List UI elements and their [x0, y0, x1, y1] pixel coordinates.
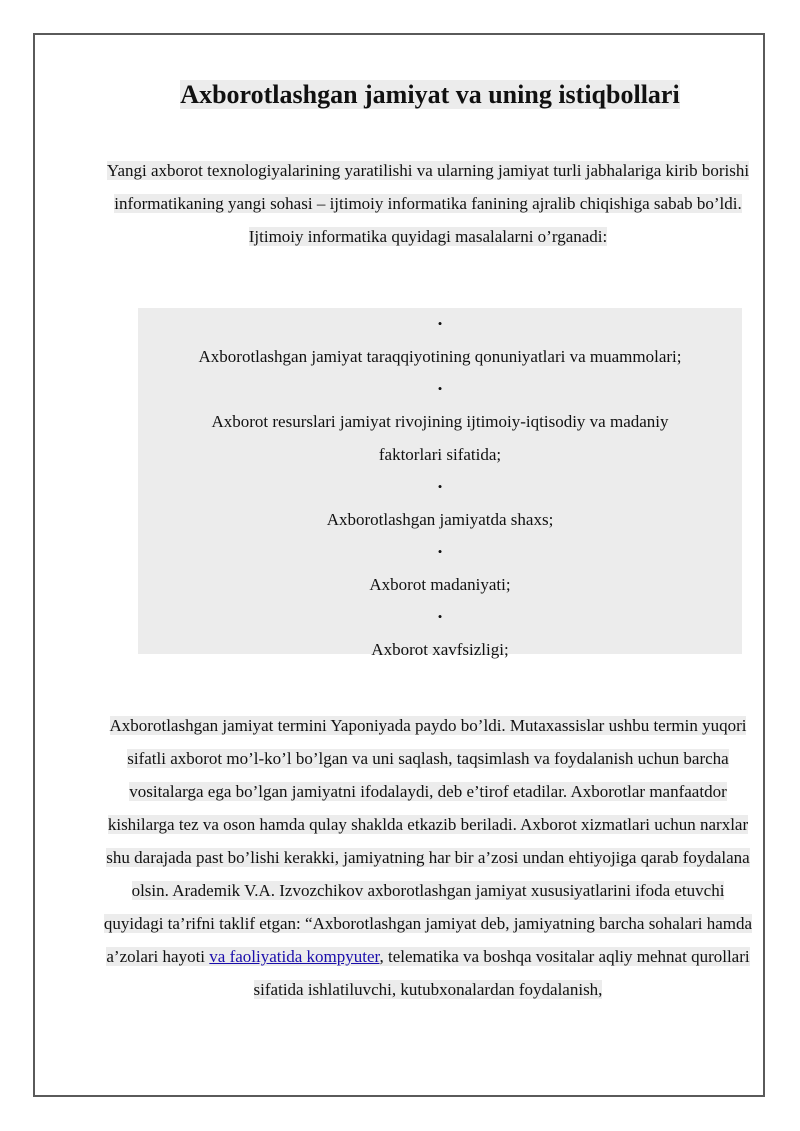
- list-item: [138, 373, 742, 471]
- list-item: [138, 536, 742, 601]
- page-title-text: Axborotlashgan jamiyat va uning istiqbollari: [180, 80, 680, 109]
- body-text-end: , telematika va boshqa vositalar aqliy mehnat qurollari sifatida ishlatiluvchi, kutubxonalardan foydalanish,: [253, 947, 750, 999]
- bullet-icon: •: [437, 544, 443, 559]
- list-item-text: Axborot xavfsizligi;: [371, 640, 509, 659]
- list-item: [138, 308, 742, 373]
- list-item: [138, 601, 742, 666]
- body-text-start: Axborotlashgan jamiyat termini Yaponiyada paydo bo’ldi. Mutaxassislar ushbu termin yuqori sifatli axborot mo’l-ko’l bo’lgan va uni saqlash, taqsimlash va foydalanish uchun barcha vositalarga ega bo’lgan jamiyatni ifodalaydi, deb e’tirof etadilar. Axborotlar manfaatdor kishilarga tez va oson hamda qulay shaklda etkazib beriladi. Axborot xizmatlari uchun narxlar shu darajada past bo’lishi kerakki, jamiyatning har bir a’zosi undan ehtiyojiga qarab foydalana olsin. Arademik V.A. Izvozchikov axborotlashgan jamiyat xususiyatlarini ifoda etuvchi quyidagi ta’rifni taklif etgan: “Axborotlashgan jamiyat deb, jamiyatning barcha sohalari hamda a’zolari hayoti: [103, 716, 753, 966]
- topics-list: [138, 308, 742, 659]
- bullet-icon: •: [437, 609, 443, 624]
- kompyuter-link[interactable]: va faoliyatida kompyuter: [209, 947, 380, 966]
- list-item-text: Axborotlashgan jamiyat taraqqiyotining qonuniyatlari va muammolari;: [198, 347, 682, 366]
- page-title: [0, 78, 800, 112]
- bullet-icon: •: [437, 479, 443, 494]
- body-text: [104, 716, 752, 999]
- list-item-text: Axborotlashgan jamiyatda shaxs;: [326, 510, 554, 529]
- intro-text: Yangi axborot texnologiyalarining yaratilishi va ularning jamiyat turli jabhalariga kirib borishi informatikaning yangi sohasi – ijtimoiy informatika fanining ajralib chiqishiga sabab bo’ldi. Ijtimoiy informatika quyidagi masalalarni o’rganadi:: [106, 161, 750, 246]
- bullet-icon: •: [437, 316, 443, 331]
- intro-paragraph: [100, 154, 756, 253]
- list-item-text: Axborot resurslari jamiyat rivojining ijtimoiy-iqtisodiy va madaniy faktorlari sifatida;: [211, 412, 669, 464]
- body-paragraph: [100, 709, 756, 1006]
- list-item-text: Axborot madaniyati;: [369, 575, 511, 594]
- bullet-icon: •: [437, 381, 443, 396]
- list-item: [138, 471, 742, 536]
